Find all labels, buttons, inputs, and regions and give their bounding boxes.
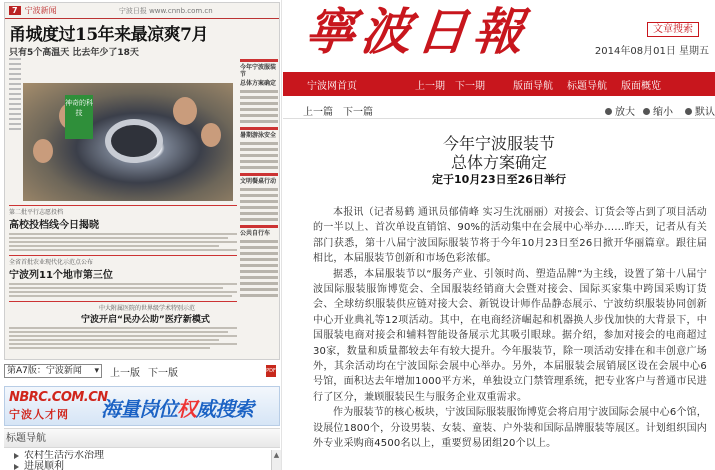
ad-logo-bottom: 宁波人才网 (9, 408, 69, 421)
right-panel (283, 0, 715, 470)
paper-sidebar-head: 今年宁波服装节 (240, 64, 277, 78)
newspaper-logo: 寧波日報 (301, 2, 533, 61)
article (283, 124, 715, 452)
ad-logo-top: NBRC.COM.CN (9, 390, 108, 405)
paper-article-1[interactable] (9, 207, 237, 253)
zoom-reset-label: 默认 (695, 107, 715, 118)
zoom-reset-icon (685, 108, 692, 115)
zoom-out-icon (643, 108, 650, 115)
paper-sidebar-head: 公共自行车 (240, 230, 271, 237)
paper-divider (9, 301, 237, 302)
nav-prev-issue[interactable]: 上一期 (415, 80, 445, 92)
article-paragraph: 作为服装节的核心板块，宁波国际服装服饰博览会将启用宁波国际会展中心6个馆，设展位1800个，分设男装、女装、童装、户外装和国际品牌服装等展区。计划组织国内外专业采购商4500名以上，重要贸易团组20个以上。 (313, 407, 707, 450)
zoom-in-label: 放大 (615, 107, 635, 118)
masthead (283, 0, 715, 70)
ad-slogan-highlight: 权 (177, 397, 196, 421)
ad-slogan-a: 海量岗位 (101, 397, 177, 421)
paper-sidebar-head: 文明餐桌行动 (240, 178, 277, 185)
article-paragraph: 据悉，本届服装节以“服务产业、引领时尚、塑造品牌”为主线，设置了第十八届宁波国际服装服饰博览会、全国服装经销商大会暨对接会、国际买家集中跨国采购订货会、全球纺织服装供应链对接大会、新锐设计师作品静态展示、宁波纺织服装协同创新中心开业典礼等12项活动。其中，在电商经济崛起和机器换人步伐加快的大背景下，中国服装电商对接会和辅料智能设备展示尤其吸引眼球。据介绍，参加对接会的电商超过30家，数量和质量都较去年有较大提升。今年服装节，除一项活动安排在和丰创意广场外，其余活动均在宁波国际会展中心举办。另外，本届服装会展销展区设在会展中心6号馆，面积达去年增加1000平方米，单独设立门禁管理系统，把专业客户与普通市民进行了区分，兼顾服装民生与服务企业双重需求。 (313, 268, 707, 403)
prev-article-link[interactable]: 上一篇 (303, 107, 333, 118)
page-select[interactable]: 第A7版：宁波新闻 ▾ (4, 364, 102, 378)
zoom-out-label: 缩小 (653, 107, 673, 118)
paper-article-small: 全省首批农业现代化示范点公布 (9, 259, 94, 266)
zoom-reset-button[interactable] (685, 103, 715, 118)
article-paragraph: 本报讯（记者易鹤 通讯员郁倩峰 实习生沈丽丽）对接会、订货会等占到了项目活动的一半以上、首次单设直销馆、90%的活动集中在会展中心举办……昨天，记者从有关部门获悉，第十八届宁波国际服装节将于今年10月23日至26日掀开华丽篇章。跟往届相比，本届服装节创新和市场色彩浓郁。 (313, 207, 707, 265)
paper-divider (9, 205, 237, 206)
paper-top-bar (5, 3, 279, 19)
paper-photo-tag: 神奇的科技 (65, 95, 93, 139)
issue-date: 2014年08月01日 星期五 (594, 46, 709, 57)
pdf-icon[interactable]: PDF (266, 365, 276, 377)
next-page-link[interactable]: 下一版 (148, 367, 178, 379)
paper-sidebar-head: 暑期游泳安全 (240, 132, 277, 139)
paper-headline[interactable]: 甬城度过15年来最凉爽7月 (9, 25, 208, 45)
paper-article-small: 中大附属医院的世界级学术特别示范 (99, 305, 196, 312)
nav-home[interactable]: 宁波网首页 (307, 80, 357, 92)
photo-lens (105, 119, 163, 163)
talent-ad-banner[interactable] (4, 386, 280, 426)
article-subhead: 定于10月23日至26日举行 (432, 173, 566, 186)
title-list-item[interactable]: 农村生活污水治理 (4, 450, 280, 461)
next-article-link[interactable]: 下一篇 (343, 107, 373, 118)
title-list-scrollbar[interactable] (271, 450, 281, 470)
paper-body (5, 55, 280, 360)
newspaper-page-thumbnail[interactable] (4, 2, 280, 360)
paper-article-3[interactable] (9, 303, 237, 351)
ad-slogan-b: 威搜索 (196, 397, 253, 421)
toolbar-divider (283, 118, 715, 119)
nav-next-issue[interactable]: 下一期 (455, 80, 485, 92)
title-list-item[interactable]: 进展顺利 (4, 461, 280, 470)
paper-left-column (9, 55, 21, 205)
paper-section: 宁波新闻 (24, 6, 57, 15)
zoom-out-button[interactable] (643, 103, 673, 118)
main-nav-bar (283, 72, 715, 96)
title-list (4, 450, 280, 470)
prev-page-link[interactable]: 上一版 (110, 367, 140, 379)
zoom-in-button[interactable] (605, 103, 635, 118)
ad-logo (9, 390, 108, 424)
zoom-in-icon (605, 108, 612, 115)
paper-top-mid: 宁波日报 www.cnnb.com.cn (118, 6, 213, 15)
article-headline-line-1: 今年宁波服装节 (442, 134, 555, 153)
article-search-button[interactable]: 文章搜索 (647, 22, 699, 37)
paper-article-head: 高校投档线今日揭晓 (9, 220, 99, 231)
left-panel (0, 0, 282, 470)
article-headline-line-2: 总体方案确定 (450, 153, 547, 172)
nav-layout[interactable]: 版面导航 (513, 80, 553, 92)
scroll-up-icon[interactable]: ▲ (273, 451, 280, 459)
paper-article-head: 宁波开启“民办公助”医疗新模式 (81, 315, 210, 325)
paper-sidebar-head: 总体方案确定 (240, 80, 277, 87)
paper-article-head: 宁波列11个地市第三位 (9, 270, 113, 281)
article-body (283, 205, 715, 452)
paper-page-number: 7 (9, 6, 21, 15)
paper-article-small: 第二批平行志愿投档 (9, 209, 64, 216)
article-headline (283, 134, 715, 172)
paper-sidebar (237, 55, 280, 355)
ad-slogan (101, 393, 253, 422)
page-navigation (4, 362, 280, 380)
title-navigation-header: 标题导航 (4, 428, 280, 448)
paper-article-2[interactable] (9, 257, 237, 299)
article-toolbar (283, 100, 715, 118)
paper-subheadline: 只有5个高温天 比去年少了18天 (9, 48, 139, 58)
nav-overview[interactable]: 版面概览 (621, 80, 661, 92)
paper-divider (9, 255, 237, 256)
nav-title[interactable]: 标题导航 (567, 80, 607, 92)
paper-photo[interactable] (23, 83, 233, 201)
